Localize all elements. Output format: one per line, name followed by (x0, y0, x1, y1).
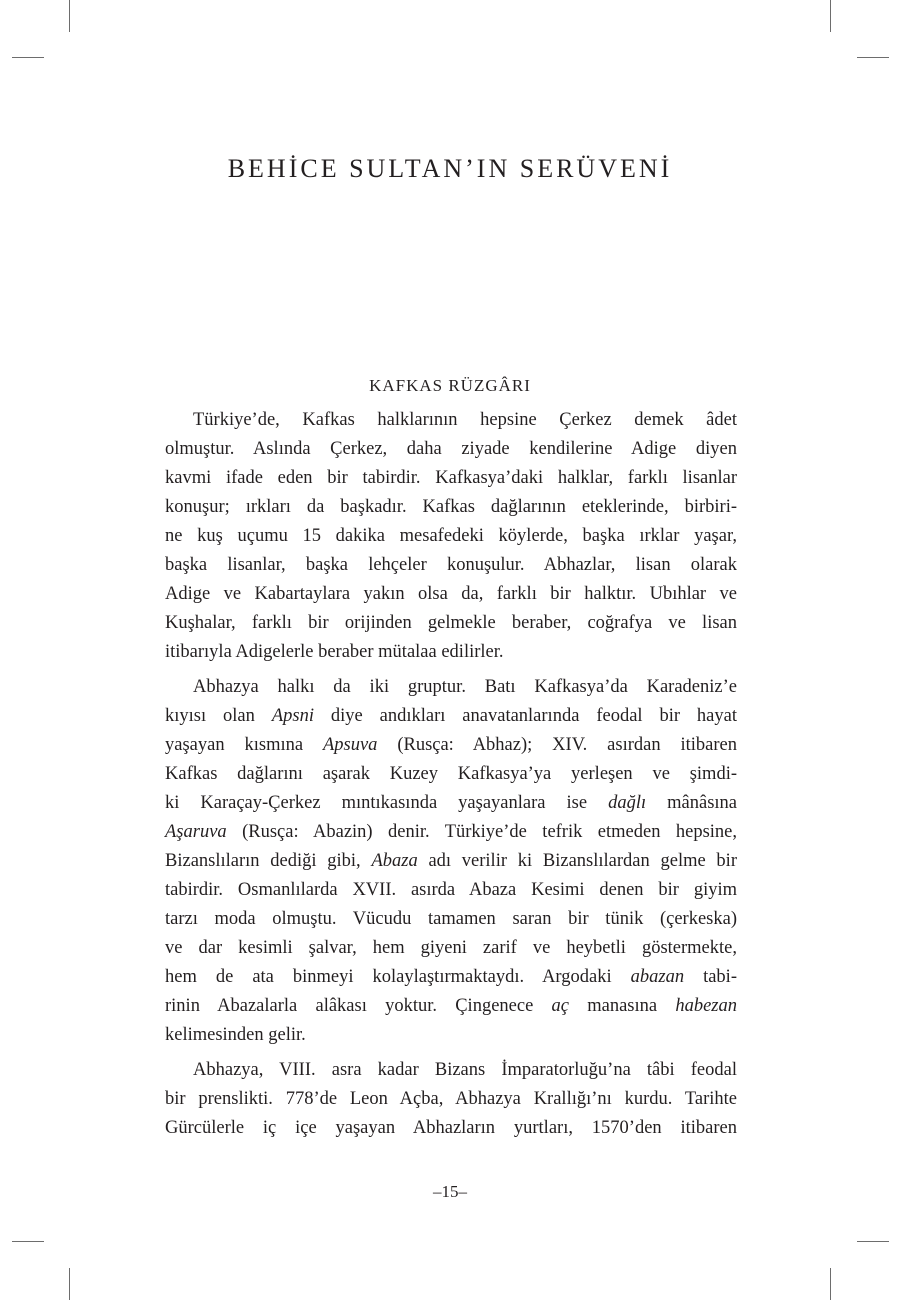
text-line: konuşur; ırkları da başkadır. Kafkas dağlarının eteklerinde, birbiri- (165, 497, 737, 517)
text-fragment: rinin Abazalarla alâkası yoktur. Çingenece (165, 996, 552, 1016)
text-fragment: kıyısı olan (165, 706, 272, 726)
italic-term: aç (551, 996, 569, 1016)
text-fragment: tabi- (684, 967, 737, 987)
italic-term: Apsni (271, 706, 314, 726)
italic-term: dağlı (608, 793, 647, 813)
italic-term: Aşaruva (165, 822, 227, 842)
text-fragment: hem de ata binmeyi kolaylaştırmaktaydı. Argodaki (165, 967, 631, 987)
text-fragment: yaşayan kısmına (165, 735, 323, 755)
italic-term: Abaza (371, 851, 418, 871)
italic-term: abazan (630, 967, 685, 987)
text-line: itibarıyla Adigelerle beraber mütalaa edilirler. (165, 642, 504, 662)
paragraph-1 (165, 406, 737, 667)
text-fragment: adı verilir ki Bizanslılardan gelme bir (417, 851, 737, 871)
body-text (165, 406, 737, 1149)
text-line: başka lisanlar, başka lehçeler konuşulur. Abhazlar, lisan olarak (165, 555, 737, 575)
text-fragment: manasına (569, 996, 676, 1016)
text-line (165, 818, 737, 847)
text-line (165, 702, 737, 731)
text-line: Abhazya, VIII. asra kadar Bizans İmparatorluğu’na tâbi feodal (193, 1060, 737, 1080)
crop-mark (12, 57, 44, 58)
chapter-title: BEHİCE SULTAN’IN SERÜVENİ (227, 154, 673, 183)
text-line (165, 847, 737, 876)
text-fragment: Bizanslıların dediği gibi, (165, 851, 372, 871)
text-line (165, 963, 737, 992)
text-line: bir prenslikti. 778’de Leon Açba, Abhazya Krallığı’nı kurdu. Tarihte (165, 1089, 737, 1109)
paragraph-2 (165, 673, 737, 1050)
text-line (165, 789, 737, 818)
text-line: Abhazya halkı da iki gruptur. Batı Kafkasya’da Karadeniz’e (193, 677, 737, 697)
text-line: kavmi ifade eden bir tabirdir. Kafkasya’daki halklar, farklı lisanlar (165, 468, 737, 488)
crop-mark (69, 1268, 70, 1300)
text-line (165, 731, 737, 760)
text-line: Türkiye’de, Kafkas halklarının hepsine Çerkez demek âdet (193, 410, 737, 430)
text-line: ne kuş uçumu 15 dakika mesafedeki köylerde, başka ırklar yaşar, (165, 526, 737, 546)
text-line: ve dar kesimli şalvar, hem giyeni zarif ve heybetli göstermekte, (165, 938, 737, 958)
text-line: tabirdir. Osmanlılarda XVII. asırda Abaza Kesimi denen bir giyim (165, 880, 737, 900)
text-fragment: (Rusça: Abhaz); XIV. asırdan itibaren (377, 735, 737, 755)
crop-mark (830, 0, 831, 32)
text-fragment: ki Karaçay-Çerkez mıntıkasında yaşayanlara ise (165, 793, 609, 813)
section-heading: KAFKAS RÜZGÂRI (369, 376, 531, 395)
crop-mark (830, 1268, 831, 1300)
text-fragment: (Rusça: Abazin) denir. Türkiye’de tefrik etmeden hepsine, (226, 822, 737, 842)
text-line: Kuşhalar, farklı bir orijinden gelmekle beraber, coğrafya ve lisan (165, 613, 737, 633)
italic-term: habezan (675, 996, 737, 1016)
text-line: Kafkas dağlarını aşarak Kuzey Kafkasya’ya yerleşen ve şimdi- (165, 764, 737, 784)
crop-mark (857, 1241, 889, 1242)
text-line: Gürcülerle iç içe yaşayan Abhazların yurtları, 1570’den itibaren (165, 1118, 737, 1138)
text-line (165, 992, 737, 1021)
text-fragment: mânâsına (646, 793, 737, 813)
crop-mark (12, 1241, 44, 1242)
page-number: –15– (433, 1182, 467, 1201)
text-line: Adige ve Kabartaylara yakın olsa da, farklı bir halktır. Ubıhlar ve (165, 584, 737, 604)
text-line: olmuştur. Aslında Çerkez, daha ziyade kendilerine Adige diyen (165, 439, 737, 459)
text-line: tarzı moda olmuştu. Vücudu tamamen saran bir tünik (çerkeska) (165, 909, 737, 929)
crop-mark (69, 0, 70, 32)
text-line: kelimesinden gelir. (165, 1025, 306, 1045)
paragraph-3 (165, 1056, 737, 1143)
italic-term: Apsuva (322, 735, 378, 755)
text-fragment: diye andıkları anavatanlarında feodal bir hayat (330, 706, 737, 726)
crop-mark (857, 57, 889, 58)
